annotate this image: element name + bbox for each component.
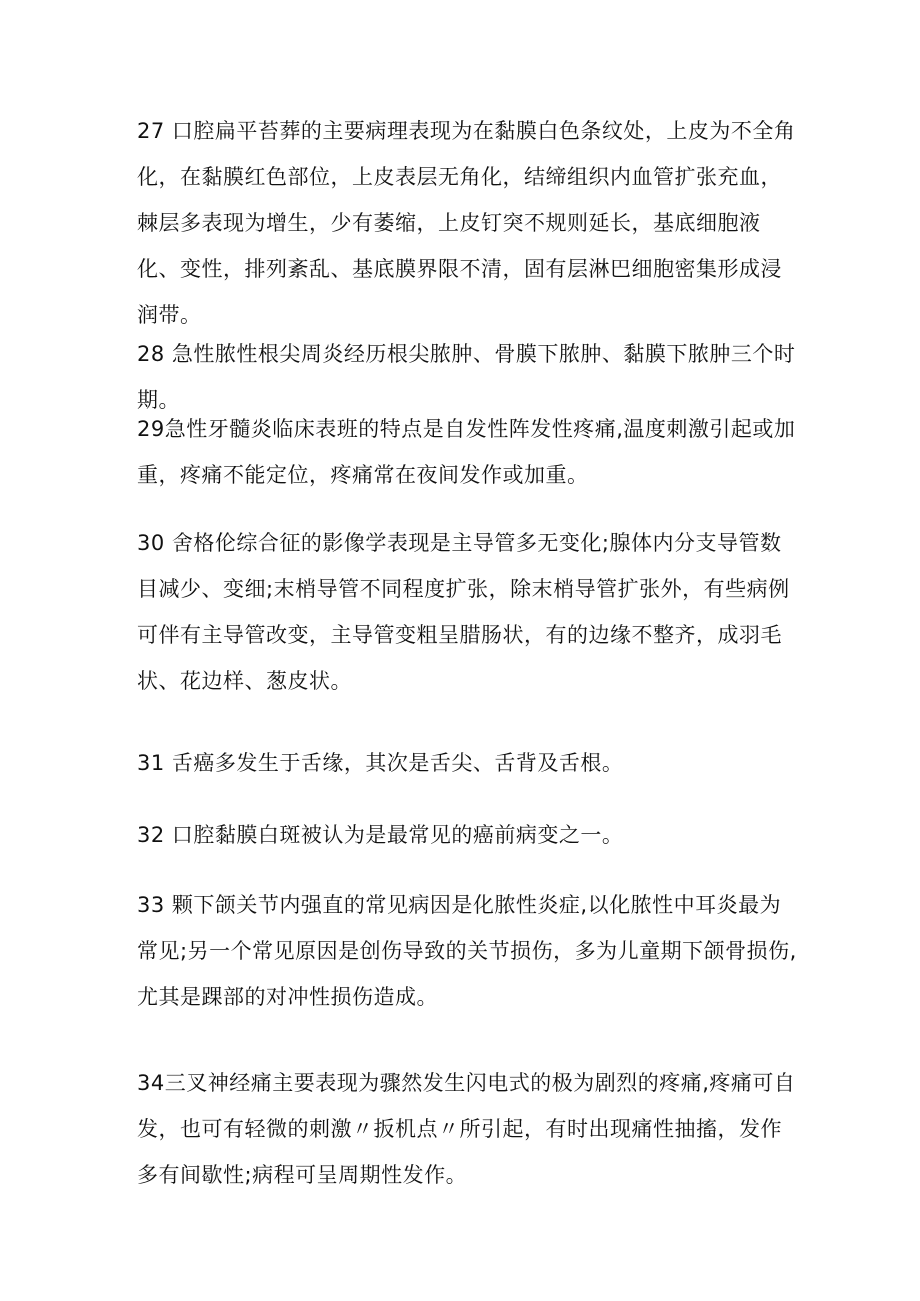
paragraph-32: 32 口腔黏膜白斑被认为是最常见的癌前病变之一。 [137,823,624,847]
paragraph-31: 31 舌癌多发生于舌缘，其次是舌尖、舌背及舌根。 [137,751,624,775]
paragraph-33: 33 颗下颌关节内强直的常见病因是化脓性炎症,以化脓性中耳炎最为常见;另一个常见原因是创伤导致的关节损伤，多为儿童期下颌骨损伤,尤其是踝部的对冲性损伤造成。 [137,893,797,1009]
paragraph-28: 28 急性脓性根尖周炎经历根尖脓肿、骨膜下脓肿、黏膜下脓肿三个时期。 [137,342,796,412]
paragraph-27: 27 口腔扁平苔葬的主要病理表现为在黏膜白色条纹处，上皮为不全角化，在黏膜红色部位，上皮表层无角化，结缔组织内血管扩张充血，棘层多表现为增生，少有萎缩，上皮钉突不规则延长，基底细胞液化、变性，排列紊乱、基底膜界限不清，固有层淋巴细胞密集形成浸润带。 [137,119,796,327]
paragraph-34: 34三叉神经痛主要表现为骤然发生闪电式的极为剧烈的疼痛,疼痛可自发，也可有轻微的刺激〃扳机点〃所引起，有时出现痛性抽搐，发作多有间歇性;病程可呈周期性发作。 [137,1071,796,1187]
paragraph-30: 30 舍格伦综合征的影像学表现是主导管多无变化;腺体内分支导管数目减少、变细;末梢导管不同程度扩张，除末梢导管扩张外，有些病例可伴有主导管改变，主导管变粗呈腊肠状，有的边缘不整齐，成羽毛状、花边样、葱皮状。 [137,531,790,693]
paragraph-29: 29急性牙髓炎临床表班的特点是自发性阵发性疼痛,温度刺激引起或加重，疼痛不能定位，疼痛常在夜间发作或加重。 [137,417,796,487]
